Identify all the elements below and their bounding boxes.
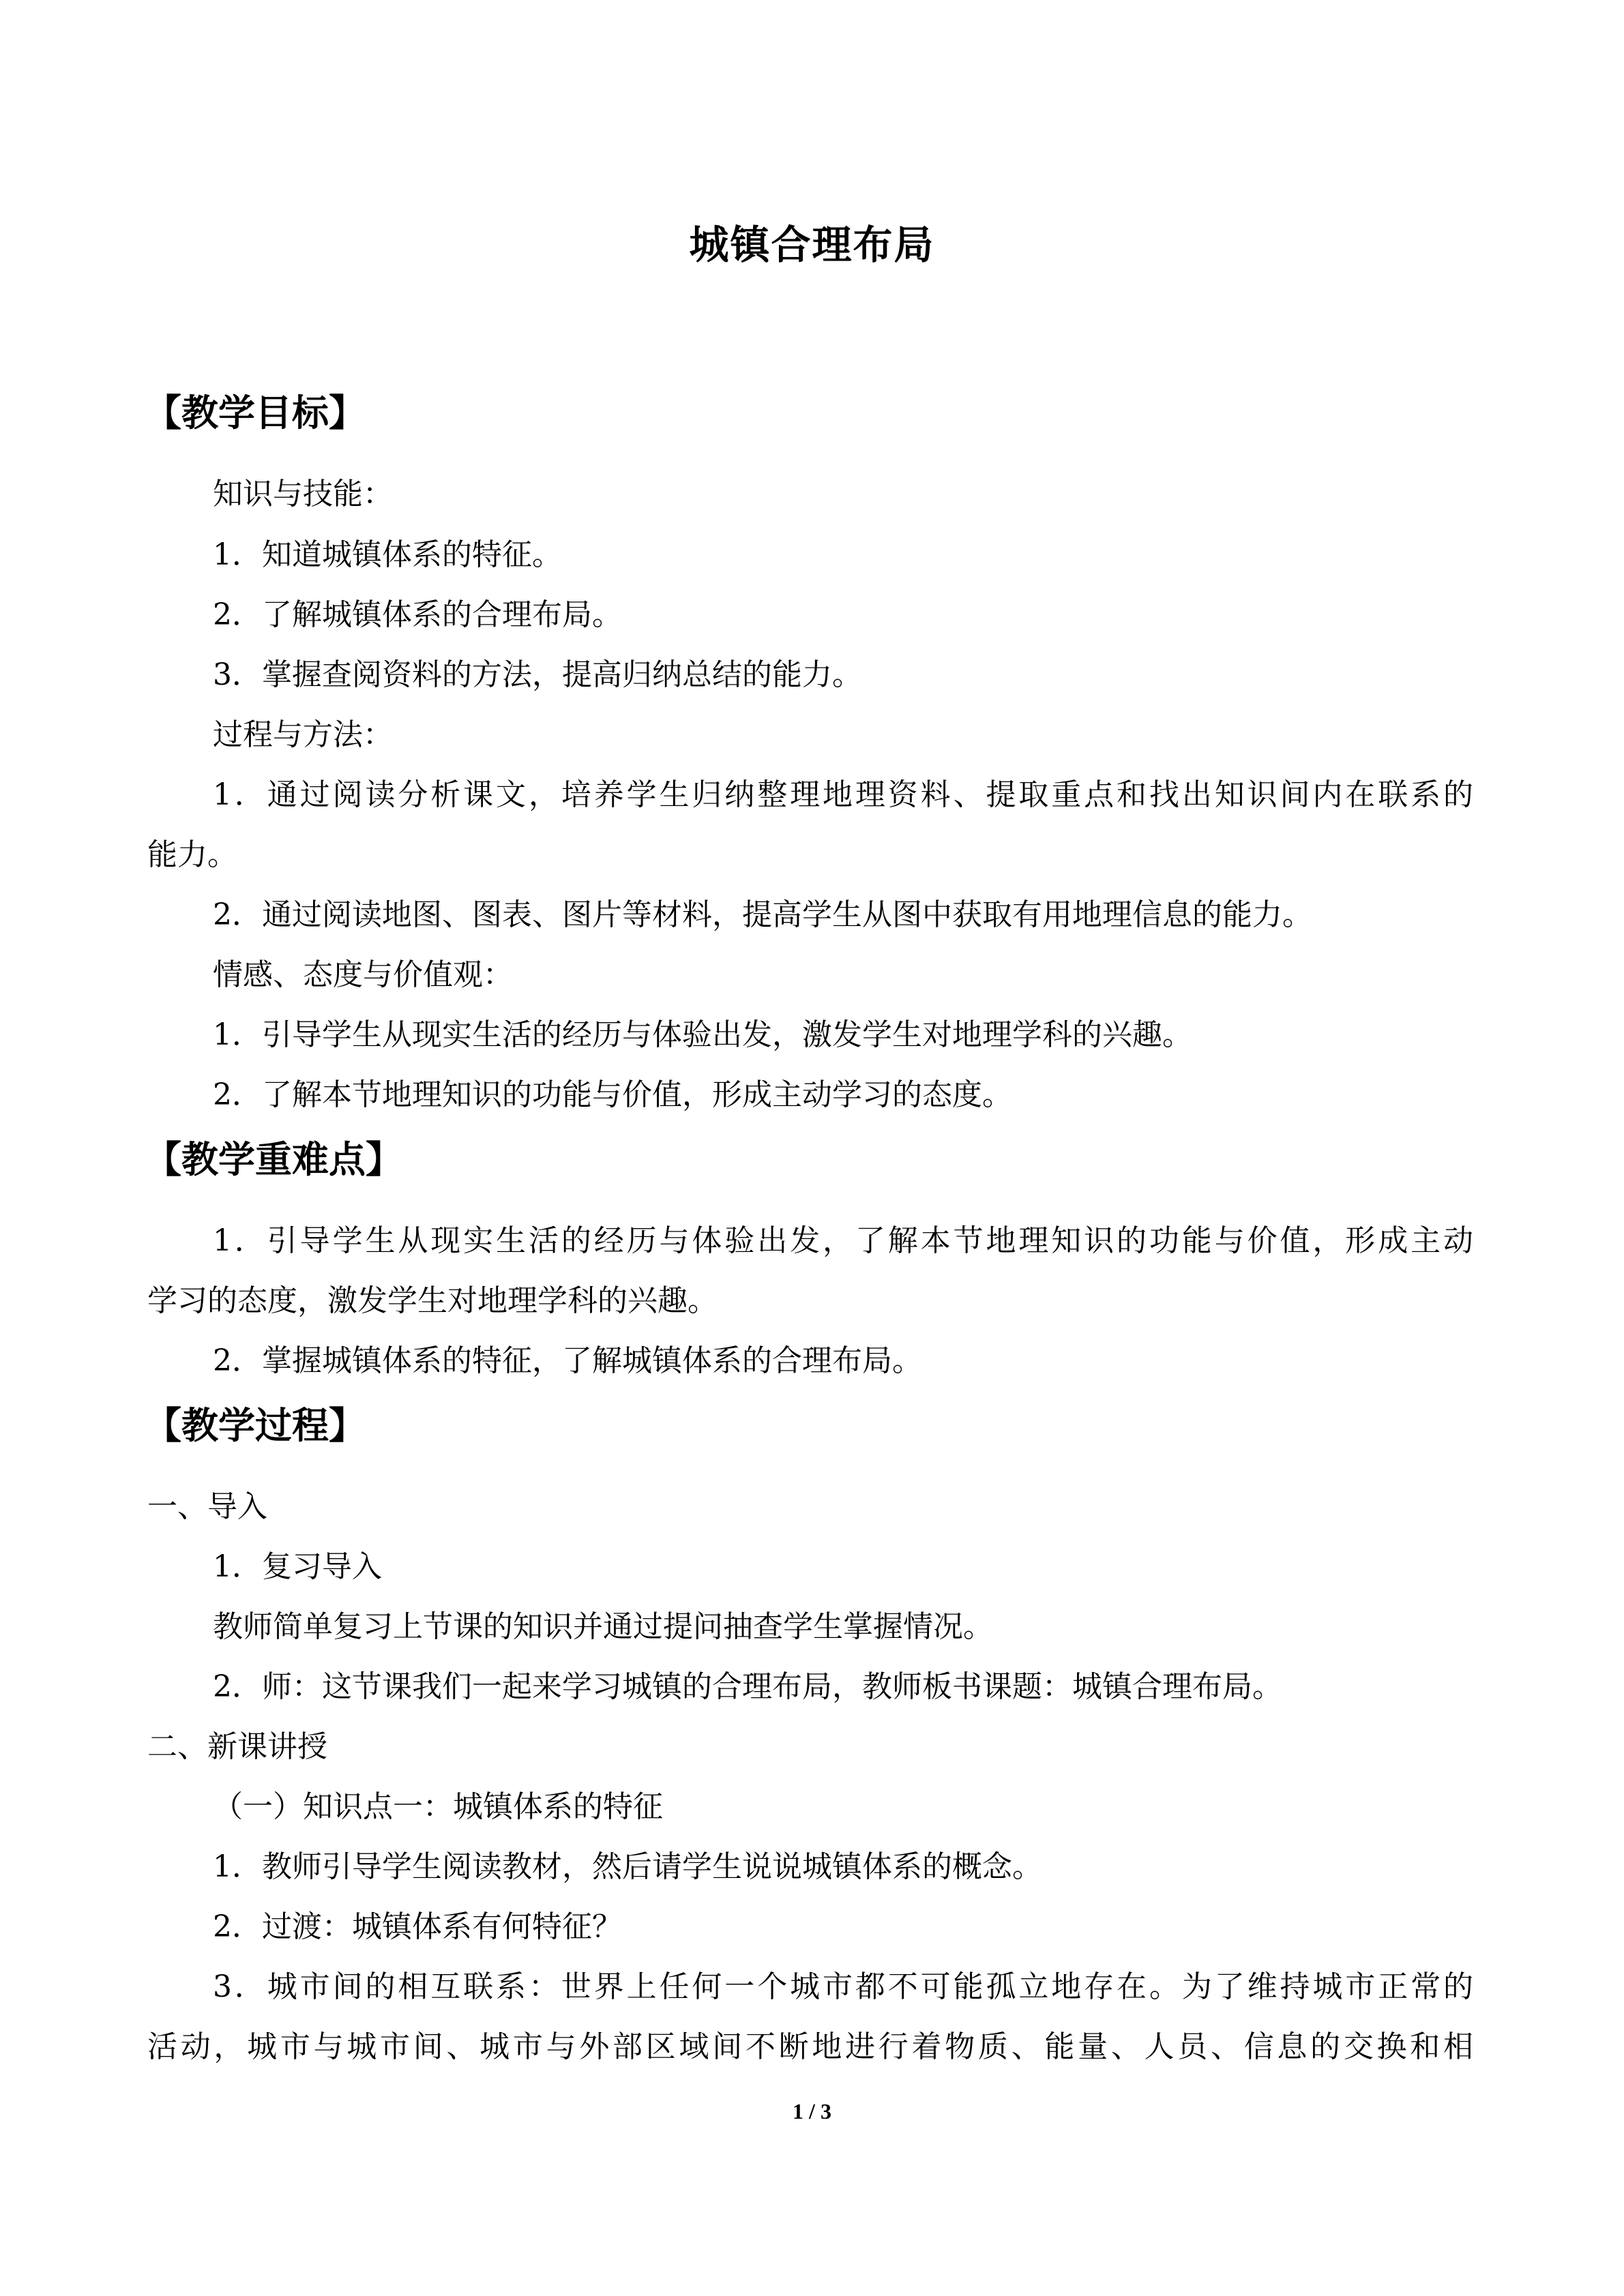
page-number: 1 / 3: [793, 2099, 831, 2123]
process-part-label: 一、导入: [147, 1489, 267, 1524]
objective-item: 1．知道城镇体系的特征。: [213, 537, 562, 572]
process-text: 教师简单复习上节课的知识并通过提问抽查学生掌握情况。: [213, 1609, 993, 1644]
process-item: 1．复习导入: [213, 1549, 382, 1584]
key-point-item: 1．引导学生从现实生活的经历与体验出发，了解本节地理知识的功能与价值，形成主动: [213, 1223, 1473, 1258]
process-item: 2．师：这节课我们一起来学习城镇的合理布局，教师板书课题：城镇合理布局。: [213, 1669, 1282, 1704]
section-heading-process: 【教学过程】: [145, 1403, 366, 1447]
objective-item: 3．掌握查阅资料的方法，提高归纳总结的能力。: [213, 657, 862, 692]
key-point-item-continued: 学习的态度，激发学生对地理学科的兴趣。: [147, 1283, 718, 1318]
section-heading-objectives: 【教学目标】: [145, 391, 366, 434]
section-heading-key-points: 【教学重难点】: [145, 1137, 402, 1181]
knowledge-point-label: （一）知识点一：城镇体系的特征: [213, 1789, 663, 1824]
key-point-item: 2．掌握城镇体系的特征，了解城镇体系的合理布局。: [213, 1343, 922, 1378]
process-item: 3．城市间的相互联系：世界上任何一个城市都不可能孤立地存在。为了维持城市正常的: [213, 1969, 1473, 2004]
objective-item: 2．了解城镇体系的合理布局。: [213, 597, 622, 632]
attitude-label: 情感、态度与价值观：: [213, 957, 513, 992]
objective-item: 2．了解本节地理知识的功能与价值，形成主动学习的态度。: [213, 1077, 1012, 1112]
process-item: 2．过渡：城镇体系有何特征？: [213, 1909, 622, 1944]
objective-item: 2．通过阅读地图、图表、图片等材料，提高学生从图中获取有用地理信息的能力。: [213, 897, 1312, 932]
process-item-continued: 活动，城市与城市间、城市与外部区域间不断地进行着物质、能量、人员、信息的交换和相: [147, 2029, 1473, 2064]
process-label: 过程与方法：: [213, 717, 393, 752]
process-part-label: 二、新课讲授: [147, 1729, 327, 1764]
knowledge-label: 知识与技能：: [213, 477, 393, 511]
process-item: 1．教师引导学生阅读教材，然后请学生说说城镇体系的概念。: [213, 1849, 1042, 1884]
objective-item: 1．通过阅读分析课文，培养学生归纳整理地理资料、提取重点和找出知识间内在联系的: [213, 777, 1473, 812]
objective-item: 1．引导学生从现实生活的经历与体验出发，激发学生对地理学科的兴趣。: [213, 1017, 1192, 1052]
page-title: 城镇合理布局: [689, 222, 935, 268]
objective-item-continued: 能力。: [147, 837, 237, 872]
